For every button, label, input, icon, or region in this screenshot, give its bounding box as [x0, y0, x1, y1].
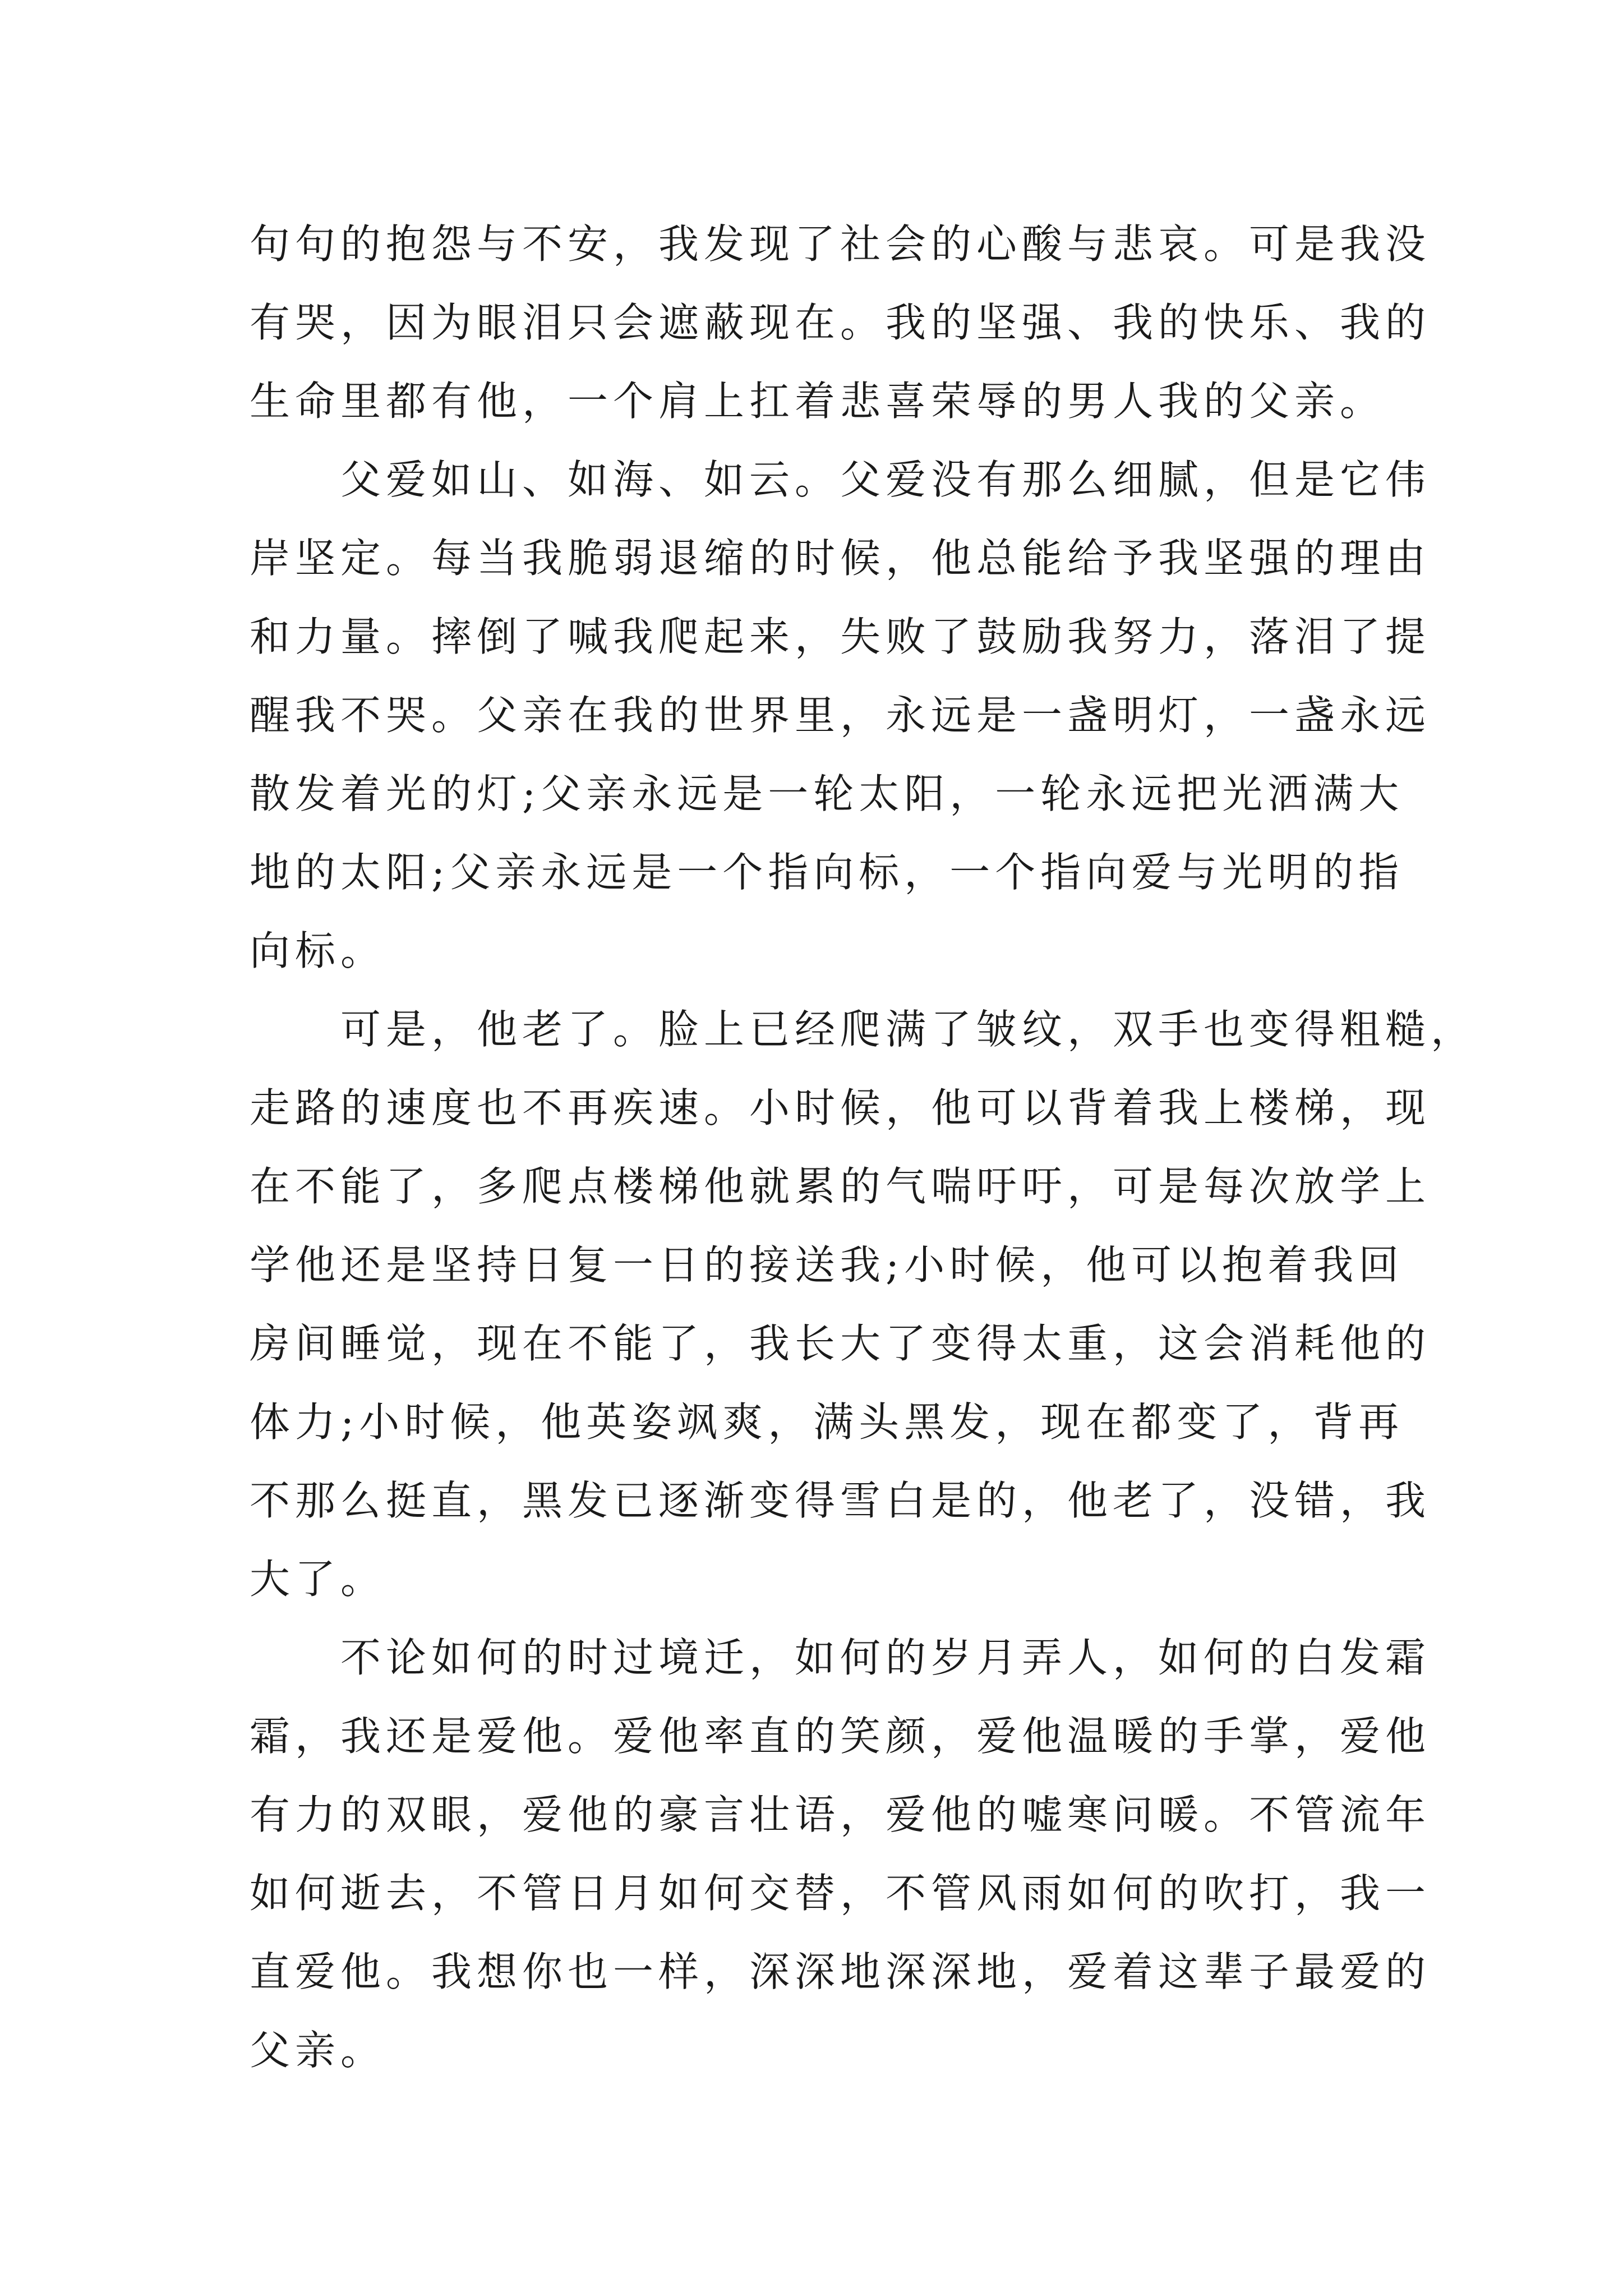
text-line: 有力的双眼，爱他的豪言壮语，爱他的嘘寒问暖。不管流年 — [250, 1791, 1431, 1838]
text-line: 生命里都有他，一个肩上扛着悲喜荣辱的男人我的父亲。 — [250, 378, 1386, 425]
text-line: 散发着光的灯;父亲永远是一轮太阳，一轮永远把光洒满大 — [250, 770, 1404, 817]
text-line: 可是，他老了。脸上已经爬满了皱纹，双手也变得粗糙， — [340, 1006, 1477, 1053]
text-line: 向标。 — [250, 927, 386, 974]
text-line: 有哭，因为眼泪只会遮蔽现在。我的坚强、我的快乐、我的 — [250, 299, 1431, 346]
text-line: 句句的抱怨与不安，我发现了社会的心酸与悲哀。可是我没 — [250, 220, 1431, 268]
paragraph-3 — [250, 990, 1477, 1618]
text-line: 不论如何的时过境迁，如何的岁月弄人，如何的白发霜 — [340, 1634, 1431, 1681]
text-line: 父亲。 — [250, 2027, 386, 2074]
text-line: 直爱他。我想你也一样，深深地深深地，爱着这辈子最爱的 — [250, 1948, 1431, 1995]
text-line: 和力量。摔倒了喊我爬起来，失败了鼓励我努力，落泪了提 — [250, 613, 1431, 660]
paragraph-4 — [250, 1618, 1431, 2090]
text-line: 岸坚定。每当我脆弱退缩的时候，他总能给予我坚强的理由 — [250, 535, 1431, 582]
text-line: 走路的速度也不再疾速。小时候，他可以背着我上楼梯，现 — [250, 1084, 1431, 1131]
article-body — [250, 205, 1477, 2090]
text-line: 醒我不哭。父亲在我的世界里，永远是一盏明灯，一盏永远 — [250, 692, 1431, 739]
text-line: 房间睡觉，现在不能了，我长大了变得太重，这会消耗他的 — [250, 1320, 1431, 1367]
text-line: 父爱如山、如海、如云。父爱没有那么细腻，但是它伟 — [340, 456, 1431, 503]
paragraph-1 — [250, 205, 1431, 440]
text-line: 不那么挺直，黑发已逐渐变得雪白是的，他老了，没错，我 — [250, 1477, 1431, 1524]
text-line: 大了。 — [250, 1556, 386, 1603]
text-line: 霜，我还是爱他。爱他率直的笑颜，爱他温暖的手掌，爱他 — [250, 1713, 1431, 1760]
text-line: 如何逝去，不管日月如何交替，不管风雨如何的吹打，我一 — [250, 1870, 1431, 1917]
paragraph-2 — [250, 440, 1431, 990]
text-line: 体力;小时候，他英姿飒爽，满头黑发，现在都变了，背再 — [250, 1398, 1404, 1446]
text-line: 在不能了，多爬点楼梯他就累的气喘吁吁，可是每次放学上 — [250, 1163, 1431, 1210]
text-line: 地的太阳;父亲永远是一个指向标，一个指向爱与光明的指 — [250, 849, 1404, 896]
text-line: 学他还是坚持日复一日的接送我;小时候，他可以抱着我回 — [250, 1241, 1404, 1289]
